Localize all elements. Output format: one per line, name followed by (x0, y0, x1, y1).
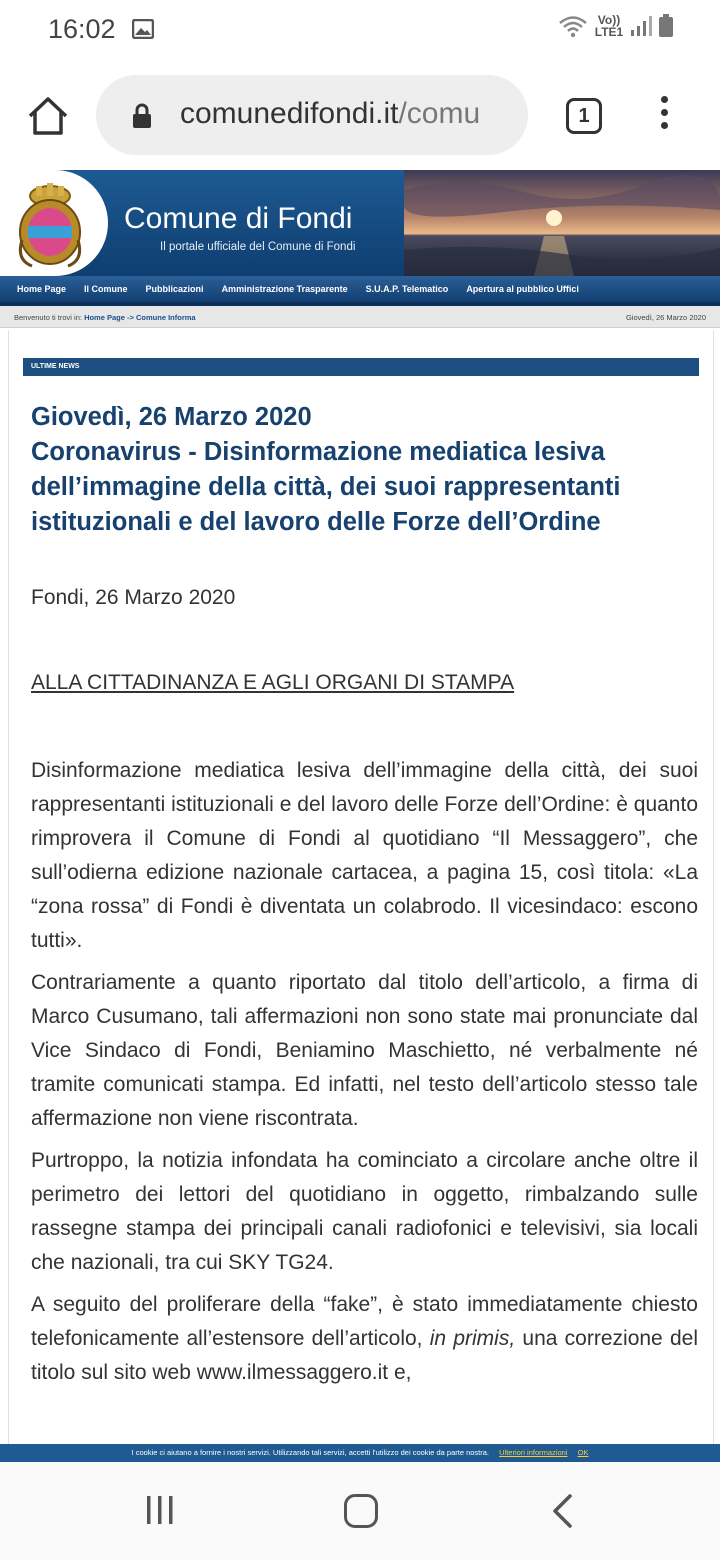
status-icons (558, 14, 674, 38)
nav-amministrazione-trasparente[interactable]: Amministrazione Trasparente (221, 284, 348, 294)
nav-suap-telematico[interactable]: S.U.A.P. Telematico (365, 284, 449, 294)
status-time: 16:02 (48, 14, 116, 44)
cookie-text: I cookie ci aiutano a fornire i nostri servizi. Utilizzando tali servizi, accetti l'utilizzo dei cookie da parte nostra. (131, 1448, 490, 1457)
home-icon[interactable] (26, 94, 70, 138)
breadcrumb-trail (14, 313, 196, 322)
signal-icon (630, 15, 652, 37)
article-paragraph: Contrariamente a quanto riportato dal titolo dell’articolo, a firma di Marco Cusumano, tali affermazioni non sono state mai pronunciate dal Vice Sindaco di Fondi, Beniamino Maschietto, né verbalmente né tramite comunicati stampa. Ed infatti, nel testo dell’articolo stesso tale affermazione non viene riscontrata. (31, 971, 698, 1130)
url-domain: comunedifondi.it (180, 97, 399, 130)
article-addressee: ALLA CITTADINANZA E AGLI ORGANI DI STAMPA (31, 671, 515, 694)
paragraph-text: una correzione del titolo sul sito web www.ilmessaggero.it e, (31, 1327, 698, 1384)
site-subtitle: Il portale ufficiale del Comune di Fondi (160, 241, 356, 253)
battery-icon (658, 14, 674, 38)
nav-apertura-uffici[interactable]: Apertura al pubblico Uffici (466, 284, 579, 294)
back-icon[interactable] (548, 1494, 578, 1528)
status-bar (0, 0, 720, 60)
nav-il-comune[interactable]: Il Comune (84, 284, 128, 294)
article-paragraph: Purtroppo, la notizia infondata ha cominciato a circolare anche oltre il perimetro dei lettori del quotidiano in oggetto, rimbalzando sulle rassegne stampa dei principali canali radiofonici e televisivi, sia locali che nazionali, tra cui SKY TG24. (31, 1149, 698, 1274)
network-label: Vo)) LTE1 (594, 13, 624, 39)
article-container (8, 330, 714, 1444)
recent-apps-icon[interactable] (144, 1494, 176, 1526)
browser-toolbar (0, 60, 720, 170)
article-paragraph: Disinformazione mediatica lesiva dell’immagine della città, dei suoi rappresentanti istituzionali e del lavoro delle Forze dell’Ordine: è quanto rimprovera il Comune di Fondi al quotidiano “Il Messaggero”, che sull’odierna edizione nazionale cartacea, a pagina 15, così titola: «La “zona rossa” di Fondi è diventata un colabrodo. Il vicesindaco: escono tutti». (31, 759, 698, 952)
article-body (31, 754, 698, 1398)
breadcrumb-date: Giovedì, 26 Marzo 2020 (625, 313, 706, 322)
logo-area[interactable] (0, 170, 108, 276)
breadcrumb-separator: -> (127, 313, 134, 322)
article-dateline: Fondi, 26 Marzo 2020 (31, 586, 236, 609)
header-sunset-image (404, 170, 720, 276)
article-paragraph (31, 1288, 698, 1390)
nav-home-page[interactable]: Home Page (17, 284, 67, 294)
image-icon (132, 19, 154, 39)
article-title: Coronavirus - Disinformazione mediatica lesiva dell’immagine della città, dei suoi rappresentanti istituzionali e del lavoro delle Forze dell’Ordine (31, 438, 621, 536)
cookie-more-info-link[interactable]: Ulteriori informazioni (499, 1448, 568, 1457)
address-bar[interactable] (96, 75, 528, 155)
url-path: /comu (398, 97, 481, 130)
article-date-heading: Giovedì, 26 Marzo 2020 (31, 403, 312, 431)
system-nav-bar (0, 1462, 720, 1560)
section-label: ULTIME NEWS (23, 358, 699, 376)
home-button-icon[interactable] (344, 1494, 378, 1528)
main-nav (0, 276, 720, 302)
url-text (180, 97, 480, 131)
breadcrumb-prefix: Benvenuto ti trovi in: (14, 313, 82, 322)
cookie-banner (0, 1444, 720, 1462)
cookie-ok-button[interactable]: OK (577, 1448, 589, 1457)
breadcrumb-home-link[interactable]: Home Page (84, 313, 125, 322)
crest-icon (12, 180, 88, 270)
paragraph-italic: in primis, (429, 1327, 516, 1350)
tab-switcher-button[interactable]: 1 (566, 98, 602, 134)
breadcrumb (0, 306, 720, 328)
wifi-icon (558, 14, 588, 38)
more-options-icon[interactable] (652, 96, 676, 136)
lock-icon (132, 103, 152, 129)
site-title[interactable]: Comune di Fondi (124, 202, 353, 235)
paragraph-text: A seguito del proliferare della “fake”, è stato immediatamente chiesto telefonicamente all’estensore dell’articolo, (31, 1293, 698, 1350)
breadcrumb-current-link[interactable]: Comune Informa (136, 313, 196, 322)
article-headline (31, 400, 701, 540)
nav-pubblicazioni[interactable]: Pubblicazioni (145, 284, 204, 294)
site-header (0, 170, 720, 276)
